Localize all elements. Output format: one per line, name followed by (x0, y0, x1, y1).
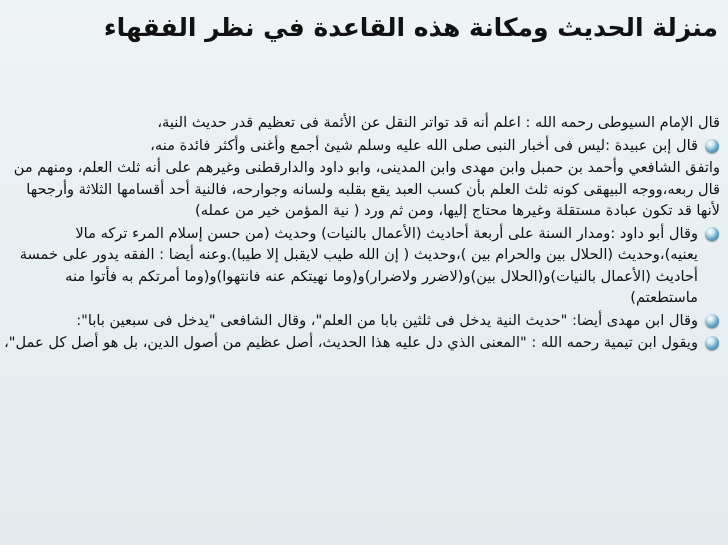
bullet-icon (705, 227, 719, 241)
paragraph-text: قال الإمام السيوطى رحمه الله : اعلم أنه قد تواتر النقل عن الأئمة فى تعظيم قدر حديث النية، (157, 114, 720, 131)
bullet-text: وقال ابن مهدى أيضا: "حديث النية يدخل فى ثلثين بابا من العلم"، وقال الشافعى "يدخل فى سبعين بابا": (76, 311, 698, 329)
slide-title: منزلة الحديث ومكانة هذه القاعدة في نظر الفقهاء (103, 13, 718, 42)
bullet-text: ويقول ابن تيمية رحمه الله : "المعنى الذي دل عليه هذا الحديث، أصل عظيم من أصول الدين، بل هو أصل كل عمل"، (4, 334, 698, 351)
bullet-item (4, 310, 720, 332)
bullet-icon (705, 336, 719, 350)
bullet-item (4, 135, 720, 157)
bullet-item (4, 332, 720, 354)
bullet-item (4, 223, 720, 309)
paragraph-text: واتفق الشافعي وأحمد بن حمبل وابن مهدى وابن المدينى، وابو داود والدارقطنى وغيرهم على أنه ثلث العلم، ومنهم من قال ربعه،ووجه البيهقى كونه ثلث العلم بأن كسب العبد يقع بقلبه ولسانه وجوارحه، فالنية أحد أقسامها الثلاثة وأرجحها لأنها قد تكون عبادة مستقلة وغيرها محتاج إليها، ومن ثم ورد ( نية المؤمن خير من عمله) (13, 159, 720, 219)
bullet-text: وقال أبو داود :ومدار السنة على أربعة أحاديث (الأعمال بالنيات) وحديث (من حسن إسلام المرء تركه مالا يعنيه)،وحديث (الحلال بين والحرام بين )،وحديث ( إن الله طيب لايقبل إلا طيبا).وعنه أيضا : الفقه يدور على خمسة أحاديث (الأعمال بالنيات)و(الحلال بين)و(لاضرر ولاضرار)و(وما نهيتكم عنه فانتهوا)و(وما أمرتكم به فأتوا منه ماستطعتم) (19, 224, 698, 306)
bullet-icon (705, 314, 719, 328)
paragraph-intro (4, 112, 720, 134)
slide-body (4, 112, 720, 355)
paragraph-item (4, 157, 720, 222)
bullet-text: قال إبن عبيدة :ليس فى أخبار النبى صلى الله عليه وسلم شيئ أجمع وأغنى وأكثر فائدة منه، (150, 136, 698, 154)
bullet-icon (705, 139, 719, 153)
